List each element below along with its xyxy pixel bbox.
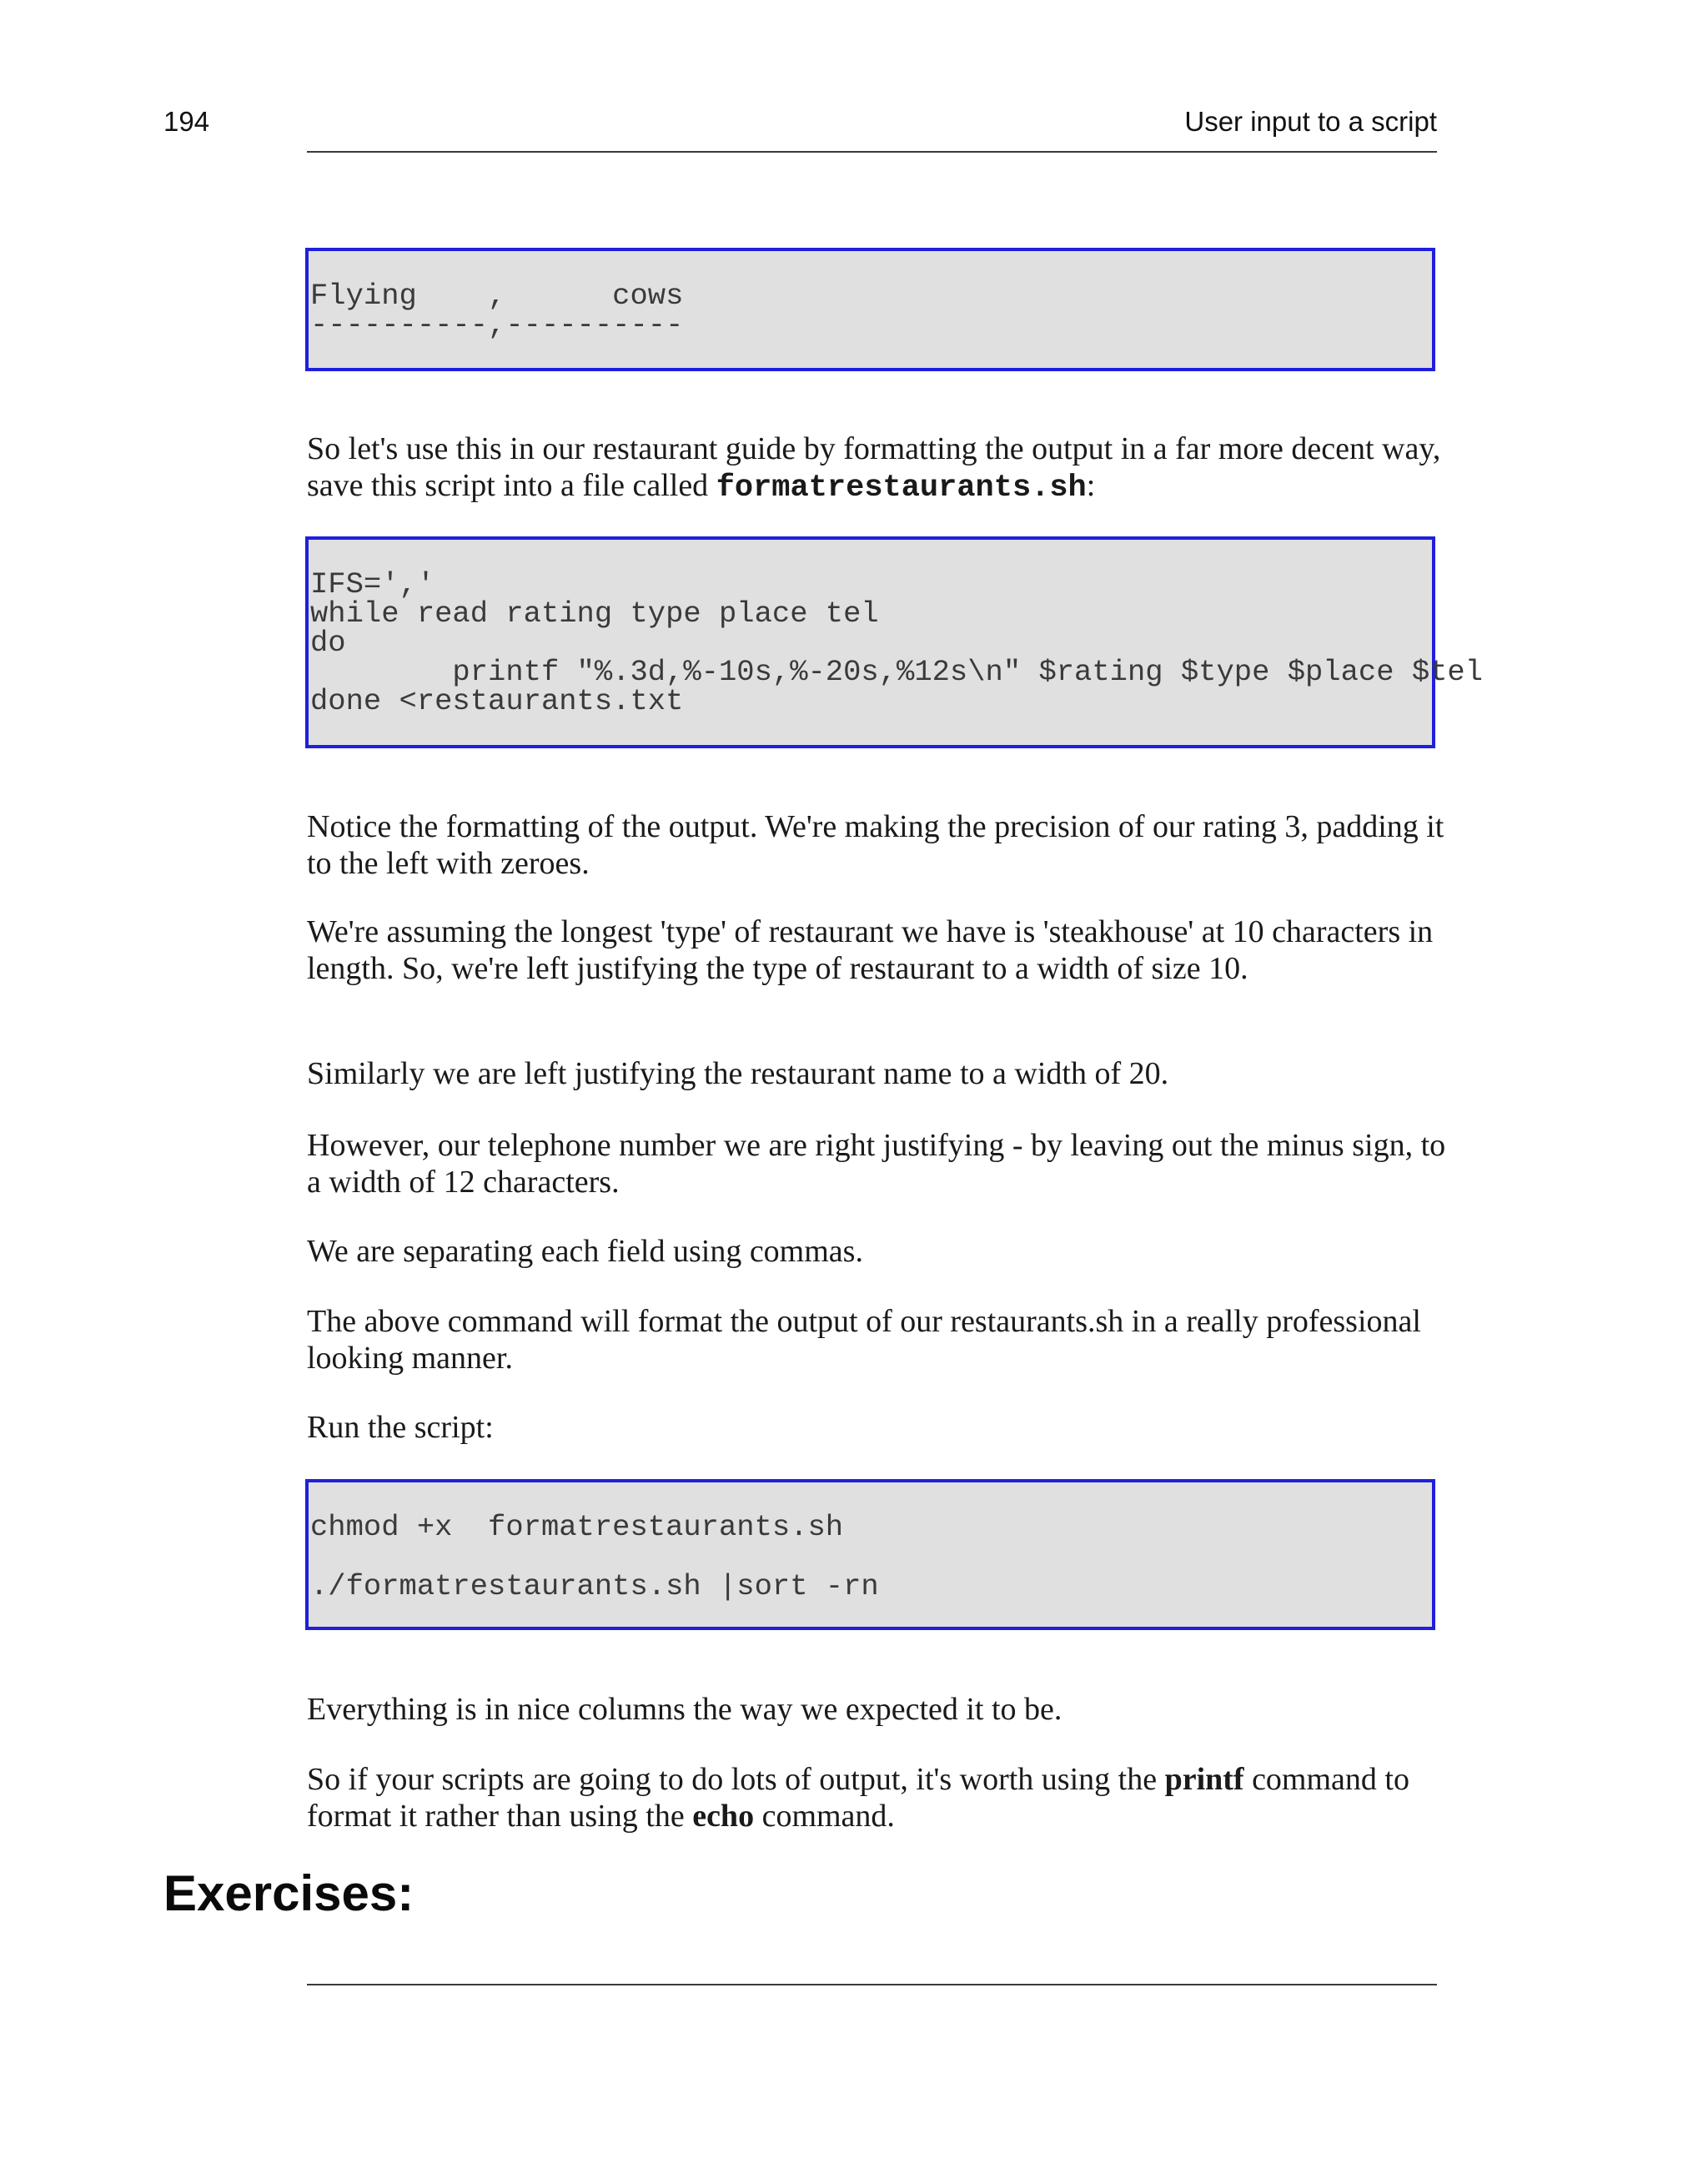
paragraph-printf-advice	[307, 1761, 1449, 1834]
page-number: 194	[163, 106, 210, 137]
paragraph-name-width: Similarly we are left justifying the restaurant name to a width of 20.	[307, 1056, 1169, 1091]
header-rule	[307, 151, 1437, 153]
paragraph-telephone: However, our telephone number we are right justifying - by leaving out the minus sign, to a width of 12 characters.	[307, 1128, 1446, 1200]
code-block-script	[305, 536, 1484, 748]
paragraph-summary: The above command will format the output of our restaurants.sh in a really professional looking manner.	[307, 1304, 1421, 1376]
footer-rule	[307, 1984, 1437, 1985]
paragraph-intro	[307, 430, 1449, 506]
filename-inline-code: formatrestaurants.sh	[716, 471, 1087, 506]
paragraph-columns: Everything is in nice columns the way we expected it to be.	[307, 1692, 1062, 1727]
code-line: ./formatrestaurants.sh |sort -rn	[310, 1569, 879, 1603]
paragraph-text: So if your scripts are going to do lots of output, it's worth using the	[307, 1762, 1165, 1797]
section-heading-exercises: Exercises:	[163, 1865, 414, 1921]
code-line: chmod +x formatrestaurants.sh	[310, 1510, 844, 1544]
code-block-run	[305, 1479, 1435, 1630]
code-text: IFS=',' while read rating type place tel do printf "%.3d,%-10s,%-20s,%12s\n" $rating $type $place $tel done <restaurants.txt	[310, 567, 1484, 718]
running-title: User input to a script	[1184, 106, 1437, 137]
paragraph-text: command to format it rather than using the	[307, 1762, 1409, 1834]
paragraph-separators: We are separating each field using commas.	[307, 1234, 863, 1269]
echo-keyword: echo	[692, 1799, 755, 1834]
paragraph-type-width: We're assuming the longest 'type' of restaurant we have is 'steakhouse' at 10 characters in length. So, we're left justifying the type of restaurant to a width of size 10.	[307, 914, 1434, 986]
code-text: Flying , cows ----------,----------	[310, 279, 684, 342]
code-block-output-sample	[305, 248, 1435, 371]
paragraph-text: So let's use this in our restaurant guide by formatting the output in a far more decent way, save this script into a file called	[307, 431, 1441, 503]
paragraph-text: command.	[754, 1799, 895, 1834]
printf-keyword: printf	[1164, 1762, 1244, 1797]
paragraph-run-script: Run the script:	[307, 1410, 494, 1445]
paragraph-precision: Notice the formatting of the output. We're making the precision of our rating 3, padding it to the left with zeroes.	[307, 809, 1444, 881]
paragraph-text: :	[1086, 468, 1096, 503]
